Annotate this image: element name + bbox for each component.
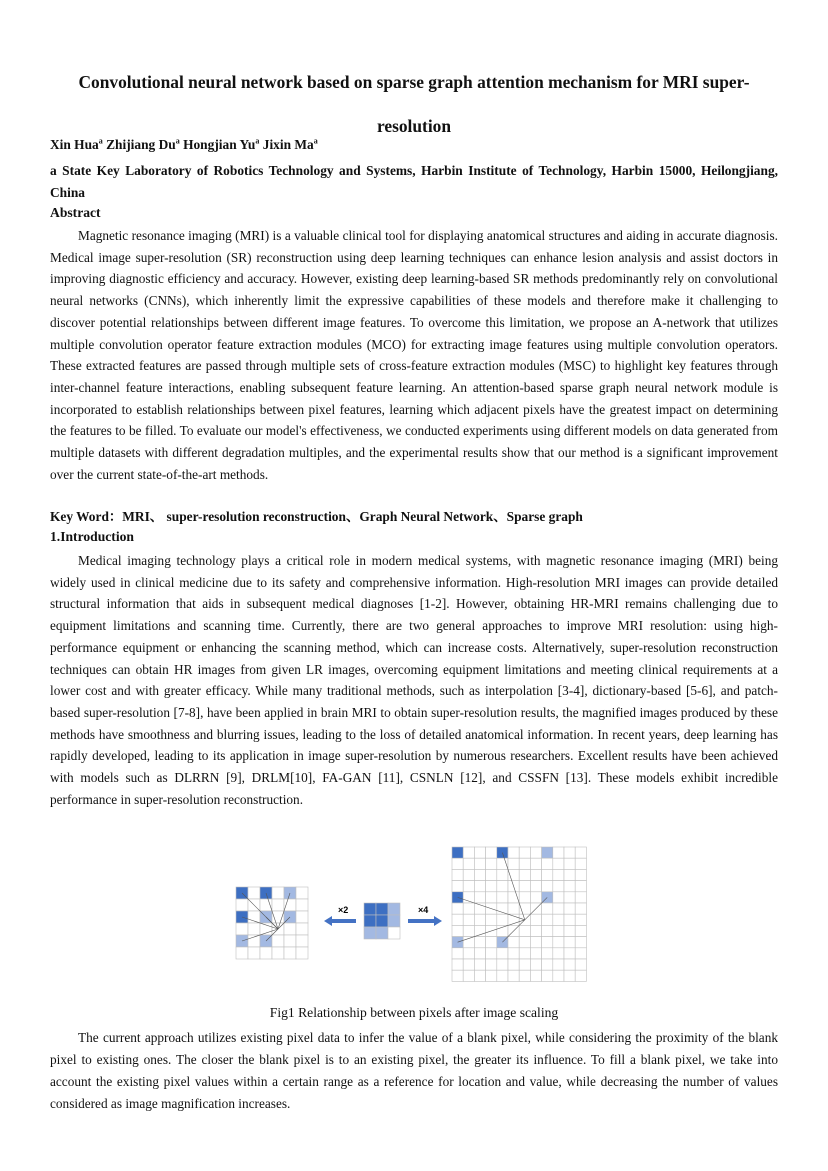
grid-cell bbox=[463, 914, 474, 925]
grid-cell bbox=[486, 970, 497, 981]
grid-cell bbox=[248, 947, 260, 959]
grid-cell bbox=[575, 892, 586, 903]
author-name: Zhijiang Du bbox=[106, 137, 176, 152]
grid-cell bbox=[564, 948, 575, 959]
grid-cell bbox=[575, 925, 586, 936]
grid-cell bbox=[542, 970, 553, 981]
scale-label-x4: ×4 bbox=[418, 905, 429, 915]
grid-cell bbox=[452, 948, 463, 959]
grid-cell bbox=[508, 970, 519, 981]
grid-cell bbox=[497, 959, 508, 970]
grid-cell bbox=[463, 948, 474, 959]
abstract-heading: Abstract bbox=[50, 205, 101, 220]
grid-cell bbox=[553, 847, 564, 858]
grid-cell bbox=[519, 948, 530, 959]
grid-cell bbox=[542, 937, 553, 948]
grid-cell bbox=[553, 858, 564, 869]
paper-title: Convolutional neural network based on sparse graph attention mechanism for MRI super-resolution bbox=[78, 72, 750, 136]
grid-cell bbox=[452, 881, 463, 892]
grid-cell bbox=[530, 937, 541, 948]
grid-cell bbox=[519, 937, 530, 948]
grid-cell bbox=[296, 887, 308, 899]
grid-cell bbox=[474, 914, 485, 925]
grid-cell bbox=[388, 903, 400, 915]
grid-cell bbox=[553, 925, 564, 936]
grid-cell bbox=[296, 899, 308, 911]
grid-cell bbox=[486, 948, 497, 959]
grid-cell bbox=[564, 881, 575, 892]
grid-cell bbox=[296, 935, 308, 947]
grid-cell bbox=[452, 869, 463, 880]
grid-cell bbox=[575, 881, 586, 892]
low-res-grid-left bbox=[236, 887, 308, 959]
author-sup: a bbox=[313, 136, 318, 146]
grid-cell bbox=[564, 959, 575, 970]
grid-cell bbox=[486, 858, 497, 869]
grid-cell bbox=[519, 881, 530, 892]
grid-cell bbox=[248, 923, 260, 935]
grid-cell bbox=[452, 903, 463, 914]
grid-cell bbox=[364, 927, 376, 939]
figure-1 bbox=[50, 843, 778, 993]
grid-cell bbox=[260, 947, 272, 959]
author-name: Hongjian Yu bbox=[183, 137, 256, 152]
grid-cell bbox=[564, 858, 575, 869]
grid-cell bbox=[474, 869, 485, 880]
grid-cell bbox=[542, 847, 553, 858]
grid-cell bbox=[463, 925, 474, 936]
grid-cell bbox=[575, 959, 586, 970]
grid-cell bbox=[553, 937, 564, 948]
grid-cell bbox=[236, 899, 248, 911]
grid-cell bbox=[542, 914, 553, 925]
grid-cell bbox=[497, 948, 508, 959]
grid-cell bbox=[486, 959, 497, 970]
small-grid-center bbox=[364, 903, 400, 939]
grid-cell bbox=[530, 858, 541, 869]
grid-cell bbox=[530, 948, 541, 959]
grid-cell bbox=[575, 937, 586, 948]
grid-cell bbox=[284, 947, 296, 959]
intro-text: Medical imaging technology plays a critical role in modern medical systems, with magnetic resonance imaging (MRI) being widely used in clinical medicine due to its safety and comprehensive information. High-resolution MRI images can provide detailed structural information that aids in subsequent medical diagnoses [1-2]. However, obtaining HR-MRI remains challenging due to equipment limitations and scanning time. Currently, there are two general approaches to improve MRI resolution: using high-performance equipment or enhancing the scanning method, which can increase costs. Alternatively, super-resolution reconstruction techniques can obtain HR images from given LR images, overcoming equipment limitations and meeting clinical requirements at a lower cost and with greater efficacy. While many traditional methods, such as interpolation [3-4], dictionary-based [5-6], and patch-based super-resolution [7-8], have been applied in brain MRI to obtain super-resolution results, the magnified images produced by these methods have smoothness and blurring issues, leading to the loss of detailed anatomical information. In recent years, deep learning has rapidly developed, leading to its application in image super-resolution by numerous researchers. Excellent results have been achieved with models such as DLRRN [9], DRLM[10], FA-GAN [11], CSNLN [12], and CSSFN [13]. These models exhibit incredible performance in super-resolution reconstruction. bbox=[50, 553, 778, 807]
grid-cell bbox=[575, 858, 586, 869]
grid-cell bbox=[519, 892, 530, 903]
grid-cell bbox=[272, 899, 284, 911]
grid-cell bbox=[272, 947, 284, 959]
grid-cell bbox=[486, 892, 497, 903]
grid-cell bbox=[553, 959, 564, 970]
grid-cell bbox=[519, 858, 530, 869]
grid-cell bbox=[486, 881, 497, 892]
grid-cell bbox=[236, 923, 248, 935]
grid-cell bbox=[284, 923, 296, 935]
grid-cell bbox=[463, 959, 474, 970]
grid-cell bbox=[519, 959, 530, 970]
grid-cell bbox=[530, 970, 541, 981]
high-res-grid-right bbox=[452, 847, 586, 981]
grid-cell bbox=[564, 914, 575, 925]
grid-cell bbox=[486, 937, 497, 948]
grid-cell bbox=[564, 869, 575, 880]
grid-cell bbox=[519, 925, 530, 936]
scale-arrow bbox=[324, 916, 356, 926]
grid-cell bbox=[452, 959, 463, 970]
grid-cell bbox=[530, 869, 541, 880]
author-sup: a bbox=[175, 136, 180, 146]
grid-cell bbox=[519, 970, 530, 981]
grid-cell bbox=[553, 892, 564, 903]
grid-cell bbox=[564, 970, 575, 981]
grid-cell bbox=[508, 937, 519, 948]
grid-cell bbox=[474, 881, 485, 892]
grid-cell bbox=[486, 869, 497, 880]
grid-cell bbox=[542, 858, 553, 869]
grid-cell bbox=[474, 948, 485, 959]
grid-cell bbox=[376, 927, 388, 939]
grid-cell bbox=[508, 858, 519, 869]
grid-cell bbox=[452, 858, 463, 869]
grid-cell bbox=[542, 903, 553, 914]
affiliation: a State Key Laboratory of Robotics Technology and Systems, Harbin Institute of Technology, Harbin 15000, Heilongjiang, China bbox=[50, 163, 778, 200]
grid-cell bbox=[486, 847, 497, 858]
grid-cell bbox=[542, 925, 553, 936]
grid-cell bbox=[508, 948, 519, 959]
grid-cell bbox=[519, 869, 530, 880]
grid-cell bbox=[553, 869, 564, 880]
grid-cell bbox=[463, 881, 474, 892]
grid-cell bbox=[296, 947, 308, 959]
intro-heading: 1.Introduction bbox=[50, 529, 134, 544]
grid-cell bbox=[530, 892, 541, 903]
grid-cell bbox=[296, 911, 308, 923]
grid-cell bbox=[272, 935, 284, 947]
grid-cell bbox=[575, 847, 586, 858]
grid-cell bbox=[364, 915, 376, 927]
grid-cell bbox=[474, 847, 485, 858]
grid-cell bbox=[575, 948, 586, 959]
grid-cell bbox=[474, 858, 485, 869]
scale-label-x2: ×2 bbox=[338, 905, 349, 915]
grid-cell bbox=[497, 869, 508, 880]
grid-cell bbox=[452, 847, 463, 858]
grid-cell bbox=[376, 903, 388, 915]
grid-cell bbox=[376, 915, 388, 927]
grid-cell bbox=[530, 959, 541, 970]
grid-cell bbox=[236, 947, 248, 959]
grid-cell bbox=[553, 970, 564, 981]
author-sup: a bbox=[98, 136, 103, 146]
grid-cell bbox=[530, 847, 541, 858]
grid-cell bbox=[553, 881, 564, 892]
grid-cell bbox=[530, 881, 541, 892]
grid-cell bbox=[564, 937, 575, 948]
grid-cell bbox=[564, 892, 575, 903]
grid-cell bbox=[284, 935, 296, 947]
grid-cell bbox=[388, 927, 400, 939]
grid-cell bbox=[388, 915, 400, 927]
scale-arrow bbox=[408, 916, 442, 926]
grid-cell bbox=[553, 948, 564, 959]
grid-cell bbox=[497, 892, 508, 903]
grid-cell bbox=[575, 869, 586, 880]
grid-cell bbox=[452, 970, 463, 981]
grid-cell bbox=[564, 925, 575, 936]
grid-cell bbox=[463, 869, 474, 880]
grid-cell bbox=[463, 847, 474, 858]
grid-cell bbox=[452, 914, 463, 925]
grid-cell bbox=[497, 847, 508, 858]
grid-cell bbox=[519, 847, 530, 858]
grid-cell bbox=[564, 847, 575, 858]
grid-cell bbox=[364, 903, 376, 915]
grid-cell bbox=[542, 881, 553, 892]
grid-cell bbox=[553, 914, 564, 925]
grid-cell bbox=[530, 914, 541, 925]
grid-cell bbox=[272, 887, 284, 899]
body-paragraph: The current approach utilizes existing pixel data to infer the value of a blank pixel, while considering the proximity of the blank pixel to existing ones. The closer the blank pixel is to an existing pixel, the greater its influence. To fill a blank pixel, we take into account the existing pixel values within a certain range as a reference for location and value, while decreasing the number of values considered as image magnification increases. bbox=[50, 1030, 778, 1111]
grid-cell bbox=[463, 858, 474, 869]
grid-cell bbox=[553, 903, 564, 914]
grid-cell bbox=[463, 970, 474, 981]
figure-caption: Fig1 Relationship between pixels after image scaling bbox=[269, 1005, 559, 1020]
author-list bbox=[50, 137, 318, 153]
grid-cell bbox=[542, 959, 553, 970]
grid-cell bbox=[542, 869, 553, 880]
grid-cell bbox=[452, 925, 463, 936]
grid-cell bbox=[474, 970, 485, 981]
grid-cell bbox=[486, 914, 497, 925]
grid-cell bbox=[508, 903, 519, 914]
grid-cell bbox=[575, 903, 586, 914]
author-sup: a bbox=[255, 136, 260, 146]
grid-cell bbox=[530, 925, 541, 936]
keywords: Key Word：MRI、 super-resolution reconstruction、Graph Neural Network、Sparse graph bbox=[50, 509, 583, 524]
grid-cell bbox=[564, 903, 575, 914]
grid-cell bbox=[508, 847, 519, 858]
grid-cell bbox=[508, 959, 519, 970]
abstract-text: Magnetic resonance imaging (MRI) is a valuable clinical tool for displaying anatomical structures and aiding in accurate diagnosis. Medical image super-resolution (SR) reconstruction using deep learning techniques can enhance lesion analysis and assist doctors in improving diagnostic efficiency and accuracy. However, existing deep learning-based SR methods predominantly rely on convolutional neural networks (CNNs), which inherently limit the expressive capabilities of these models and therefore make it challenging to discover potential relationships between different image features. To overcome this limitation, we propose an A-network that utilizes multiple convolution operator feature extraction modules (MCO) for extracting image features using multiple convolution operators. These extracted features are passed through multiple sets of cross-feature extraction modules (MSC) to highlight key features through inter-channel feature interactions, enabling subsequent feature learning. An attention-based sparse graph neural network module is incorporated to establish relationships between pixel features, learning which adjacent pixels have the greatest impact on determining the features to be filled. To evaluate our model's effectiveness, we conducted experiments using different models on data generated from multiple datasets with different degradation multiples, and the experimental results show that our method is a significant improvement over the current state-of-the-art methods. bbox=[50, 228, 778, 482]
grid-cell bbox=[497, 970, 508, 981]
grid-cell bbox=[248, 887, 260, 899]
grid-cell bbox=[296, 923, 308, 935]
grid-cell bbox=[575, 914, 586, 925]
pixel-relationship-diagram bbox=[50, 843, 778, 993]
grid-cell bbox=[474, 892, 485, 903]
grid-cell bbox=[542, 948, 553, 959]
author-name: Xin Hua bbox=[50, 137, 99, 152]
grid-cell bbox=[474, 937, 485, 948]
grid-cell bbox=[575, 970, 586, 981]
grid-cell bbox=[497, 914, 508, 925]
author-name: Jixin Ma bbox=[262, 137, 314, 152]
grid-cell bbox=[463, 903, 474, 914]
grid-cell bbox=[497, 881, 508, 892]
grid-cell bbox=[474, 959, 485, 970]
